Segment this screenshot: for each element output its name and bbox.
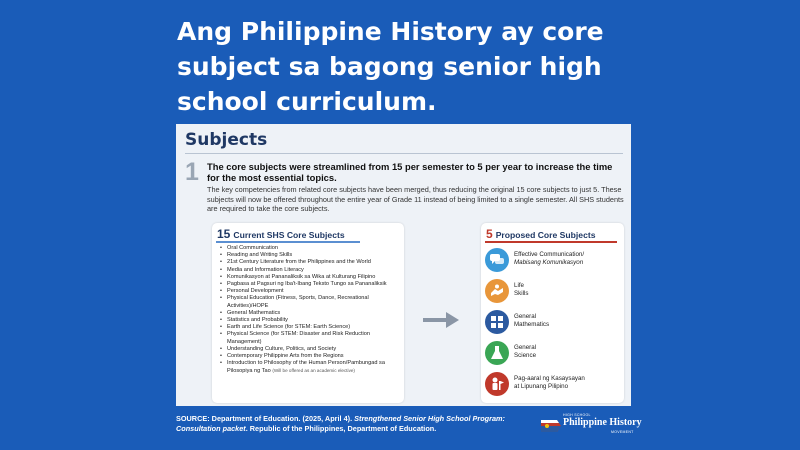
current-subject-item [220, 353, 402, 360]
proposed-subject-line1: General [514, 344, 537, 351]
proposed-subject-line2: at Lipunang Pilipino [514, 383, 569, 390]
proposed-subject-item [485, 279, 621, 305]
current-subjects-panel [212, 223, 404, 403]
current-subject-item [220, 310, 402, 317]
divider [185, 153, 623, 154]
current-subject-item [220, 274, 402, 281]
calculator-icon [485, 310, 509, 334]
current-subject-label: Oral Communication [227, 245, 278, 251]
current-subject-label: 21st Century Literature from the Philippines and the World [227, 259, 371, 266]
current-subjects-heading [217, 227, 345, 241]
logo-small-text: HIGH SCHOOL [563, 413, 591, 417]
proposed-subject-item [485, 372, 621, 398]
current-subject-item [220, 360, 402, 375]
headline: Ang Philippine History ay core subject sa bagong senior high school curriculum. [177, 17, 604, 116]
current-count: 15 [217, 227, 231, 241]
current-subjects-list [220, 245, 402, 376]
proposed-count: 5 [486, 227, 493, 241]
proposed-subject-label [514, 251, 622, 267]
current-subject-label: Personal Development [227, 288, 284, 295]
current-subject-item [220, 267, 402, 274]
source-title: Strengthened Senior High School Program: Consultation packet [176, 414, 505, 433]
current-subject-label: Contemporary Philippine Arts from the Regions [227, 353, 344, 360]
proposed-subjects-heading [486, 227, 596, 241]
current-subject-item [220, 324, 402, 331]
current-subject-item [220, 252, 402, 259]
current-subject-label: Reading and Writing Skills [227, 252, 293, 259]
current-heading-label: Current SHS Core Subjects [233, 230, 345, 240]
proposed-subject-line2: Skills [514, 290, 529, 297]
current-subject-item [220, 259, 402, 266]
current-subject-label: General Mathematics [227, 309, 281, 316]
current-subject-label: Understanding Culture, Politics, and Society [227, 345, 337, 352]
current-subject-item [220, 295, 402, 309]
current-subject-item [220, 331, 402, 345]
speech-bubble-icon [485, 248, 509, 272]
subjects-card [176, 124, 631, 406]
science-icon [485, 341, 509, 365]
proposed-subject-line2: Mabisang Komunikasyon [514, 259, 584, 266]
current-subject-item [220, 281, 402, 288]
source-prefix: SOURCE: Department of Education. (2025, April 4). [176, 414, 355, 423]
body-text: The key competencies from related core subjects have been merged, thus reducing the original 15 core subjects to just 5. These subjects will now be offered throughout the entire year of Grade 11 instead of being limited to a single semester. All SHS students are required to take the core subjects. [207, 185, 624, 214]
current-subject-item [220, 245, 402, 252]
current-subject-label: Pagbasa at Pagsuri ng Iba't-Ibang Teksto Tungo sa Pananaliksik [227, 281, 387, 288]
card-title: Subjects [185, 130, 268, 150]
proposed-subject-line2: Science [514, 352, 537, 359]
proposed-subject-item [485, 310, 621, 336]
proposed-subject-label [514, 282, 622, 298]
flag-emblem-icon [541, 416, 561, 436]
proposed-subject-line1: Life [514, 282, 524, 289]
source-citation [176, 414, 528, 434]
arrow-right-icon [422, 310, 460, 330]
hands-icon [485, 279, 509, 303]
current-subject-label: Physical Science (for STEM: Disaster and Risk Reduction Management) [227, 331, 371, 345]
current-subject-item [220, 346, 402, 353]
proposed-heading-label: Proposed Core Subjects [495, 230, 596, 240]
current-subject-label: Introduction to Philosophy of the Human Person/Pambungad sa Pilosopiya ng Tao [227, 360, 385, 375]
proposed-subject-label [514, 344, 622, 360]
current-subject-label: Earth and Life Science (for STEM: Earth Science) [227, 324, 351, 331]
current-subject-label: Physical Education (Fitness, Sports, Dance, Recreational Activities)/HOPE [227, 295, 369, 309]
current-subject-label: Statistics and Probability [227, 317, 288, 324]
proposed-subject-item [485, 341, 621, 367]
proposed-subjects-panel [481, 223, 624, 403]
current-subject-label: Komunikasyon at Pananaliksik sa Wika at Kulturang Filipino [227, 273, 376, 280]
history-icon [485, 372, 509, 396]
proposed-subject-line1: General [514, 313, 537, 320]
logo-sub-text: MOVEMENT [611, 430, 634, 434]
section-number: 1 [185, 158, 199, 186]
current-subject-item [220, 288, 402, 295]
proposed-subject-item [485, 248, 621, 274]
elective-note: (Will be offered as an academic elective) [272, 368, 355, 374]
proposed-subject-line1: Effective Communication/ [514, 251, 585, 258]
proposed-subject-label [514, 375, 622, 391]
current-subject-item [220, 317, 402, 324]
lead-text: The core subjects were streamlined from 15 per semester to 5 per year to increase the time for the most essential topics. [207, 161, 613, 183]
logo-main-text: Philippine History [563, 417, 642, 428]
proposed-subject-label [514, 313, 622, 329]
proposed-subject-line2: Mathematics [514, 321, 550, 328]
movement-logo [541, 413, 642, 439]
heading-underline [216, 241, 360, 243]
heading-underline [485, 241, 617, 243]
proposed-subject-line1: Pag-aaral ng Kasaysayan [514, 375, 585, 382]
source-suffix: . Republic of the Philippines, Department of Education. [245, 424, 437, 433]
current-subject-label: Media and Information Literacy [227, 266, 304, 273]
